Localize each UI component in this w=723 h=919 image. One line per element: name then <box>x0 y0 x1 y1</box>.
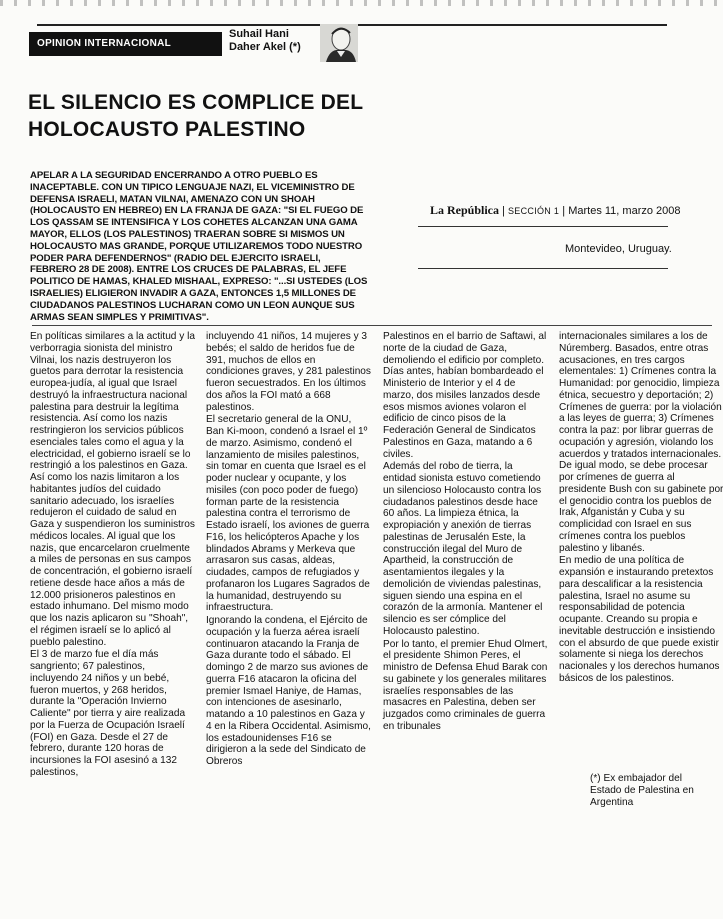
article-column-2 <box>206 331 371 769</box>
location: Montevideo, Uruguay. <box>565 243 672 255</box>
author-name: Suhail Hani <box>229 28 289 40</box>
headline <box>28 89 368 143</box>
lead-paragraph: APELAR A LA SEGURIDAD ENCERRANDO A OTRO PUEBLO ES INACEPTABLE. CON UN TIPICO LENGUAJE NAZI, EL VICEMINISTRO DE DEFENSA ISRAELI, MATAN VILNAI, AMENAZO CON UN SHOAH (HOLOCAUSTO EN HEBREO) EN LA FRANJA DE GAZA: "SI EL FUEGO DE LOS QASSAM SE INTENSIFICA Y LOS COHETES ALCANZAN UNA GAMA MAYOR, ELLOS (LOS PALESTINOS) TRAERAN SOBRE SI MISMOS UN HOLOCAUSTO MAS GRANDE, PORQUE UTILIZAREMOS TODO NUESTRO PODER PARA DEFENDERNOS" (RADIO DEL EJERCITO ISRAELI, FEBRERO 28 DE 2008). ENTRE LOS CRUCES DE PALABRAS, EL JEFE POLITICO DE HAMAS, KHALED MISHAAL, EXPRESO: "...SI USTEDES (LOS ISRAELIES) ELIGIERON INVADIR A GAZA, ENTONCES 1,5 MILLONES DE CIUDADANOS PALESTINOS LUCHARAN COMO UN LEON AUNQUE SUS ARMAS SEAN SIMPLES Y PRIMITIVAS". <box>30 170 368 323</box>
headline-line-2: HOLOCAUSTO PALESTINO <box>28 118 306 141</box>
paragraph: incluyendo 41 niños, 14 mujeres y 3 bebés; el saldo de heridos fue de 391, muchos de ellos en condiciones graves, y 281 palestinos fueron secuestrados. En los últimos dos años la FOI mató a 668 palestinos. <box>206 331 371 413</box>
paragraph: En medio de una política de expansión e instaurando pretextos para descalificar a la resistencia palestina, Israel no asume su responsabilidad de potencia ocupante. Creando su propia e inevitable destrucción e insistiendo con el absurdo de que puede existir solamente si niega los derechos nacionales y los derechos humanos básicos de los palestinos. <box>559 555 720 684</box>
paragraph: El 3 de marzo fue el día más sangriento; 67 palestinos, incluyendo 24 niños y un bebé, fueron muertos, y 268 heridos, durante la "Operación Invierno Caliente" por tierra y aire realizada por la Fuerza de Ocupación Israelí (FOI) en Gaza. Desde el 27 de febrero, durante 120 horas de incursiones la FOI asesinó a 132 palestinos, <box>30 649 186 778</box>
scan-edge <box>0 0 723 6</box>
article-column-1 <box>30 331 195 780</box>
body-rule <box>32 325 712 326</box>
author-photo <box>320 24 358 62</box>
masthead-section: SECCIÓN 1 <box>508 206 560 216</box>
newspaper-name: La República <box>430 203 500 217</box>
paragraph: El secretario general de la ONU, Ban Ki-moon, condenó a Israel el 1º de marzo. Asimismo, condenó el lanzamiento de misiles palestinos, sin tomar en cuenta que Israel es el poder nuclear y ocupante, y los misiles (con poco poder de fuego) forman parte de la resistencia palestina contra el terrorismo de Estado israelí, los aviones de guerra F16, los helicópteros Apache y los blindados Abrams y Merkeva que arrasaron sus casas, aldeas, ciudades, campos de refugiados y profanaron los Lugares Sagrados de la humanidad, destruyendo su infraestructura. <box>206 414 370 614</box>
headline-line-1: EL SILENCIO ES COMPLICE DEL <box>28 91 364 114</box>
paragraph: En políticas similares a la actitud y la verborragia sionista del ministro Vilnai, los nazis destruyeron los guetos para derrotar la resistencia europea-judía, al igual que Israel destruyó la infraestructura nacional palestina para destruir la legítima resistencia. Así como los nazis restringieron los servicios públicos esenciales tales como el agua y la electricidad, el gobierno israelí se lo restringió a los palestinos en Gaza. Así como los nazis limitaron a los habitantes judíos del cuidado sanitario adecuado, los israelíes redujeron el cuidado de salud en Gaza y suspendieron los suministros médicos locales. Al igual que los nazis, que encarcelaron cruelmente a miles de personas en sus campos de concentración, el gobierno israelí retiene desde hace años a más de 12.000 prisioneros palestinos en estado inhumano. Del mismo modo que los nazis aplicaron su "Shoah", el régimen israelí se lo aplicó al pueblo palestino. <box>30 331 195 648</box>
author-byline <box>229 28 319 54</box>
publication-date: Martes 11, marzo 2008 <box>568 205 681 217</box>
paragraph: Por lo tanto, el premier Ehud Olmert, el presidente Shimon Peres, el ministro de Defensa Ehud Barak con su gabinete y los generales militares israelíes responsables de las masacres en Palestina, deben ser juzgados como criminales de guerra en tribunales <box>383 638 548 732</box>
masthead-rule <box>418 226 668 227</box>
masthead-sep: | <box>502 205 508 217</box>
paragraph: Palestinos en el barrio de Saftawi, al norte de la ciudad de Gaza, demoliendo el edificio por completo. Días antes, habían bombardeado el Ministerio de Interior y el 4 de marzo, dos misiles lanzados desde esos mismos aviones volaron el edificio de cinco pisos de la Federación General de Sindicatos Palestinos en Gaza, matando a 6 civiles. <box>383 331 547 460</box>
article-column-4 <box>559 331 723 686</box>
paragraph: internacionales similares a los de Núremberg. Basados, entre otras acusaciones, en tres cargos elementales: 1) Crímenes contra la Humanidad: por genocidio, limpieza étnica, secuestro y deportación; 2) Crímenes de guerra: por la violación a las leyes de guerra; 3) Crímenes contra la paz: por librar guerras de ocupación y agresión, violando los acuerdos y tratados internacionales. De igual modo, se debe procesar por crímenes de guerra al presidente Bush con su gabinete por el genocidio contra los pueblos de Irak, Afganistán y Cuba y su complicidad con Israel en sus crímenes contra los pueblos palestino y libanés. <box>559 331 723 554</box>
paragraph: Ignorando la condena, el Ejército de ocupación y la fuerza aérea israelí continuaron atacando la Franja de Gaza durante todo el sábado. El domingo 2 de marzo sus aviones de guerra F16 atacaron la oficina del premier Ismael Haniye, de Hamas, con intenciones de asesinarlo, matando a 10 palestinos en Gaza y 4 en la Ribera Occidental. Asimismo, los estadounidenses F16 se dirigieron a la sede del Sindicato de Obreros <box>206 615 371 767</box>
paragraph: Además del robo de tierra, la entidad sionista estuvo cometiendo un silencioso Holocausto contra los ciudadanos palestinos desde hace 60 años. La limpieza étnica, la expropiación y anexión de tierras palestinas de Jerusalén Este, la construcción ilegal del Muro de Apartheid, la construcción de asentamientos ilegales y la demolición de viviendas palestinas, siguen siendo una espina en el corazón de la armonía. Mantener el silencio es ser cómplice del Holocausto palestino. <box>383 461 543 637</box>
author-surname: Daher Akel (*) <box>229 41 301 53</box>
author-footnote: (*) Ex embajador del Estado de Palestina en Argentina <box>590 773 694 808</box>
masthead-sep: | <box>562 205 569 217</box>
section-label: OPINION INTERNACIONAL <box>29 32 222 56</box>
masthead <box>430 203 681 218</box>
masthead-rule <box>418 268 668 269</box>
article-column-3 <box>383 331 548 734</box>
